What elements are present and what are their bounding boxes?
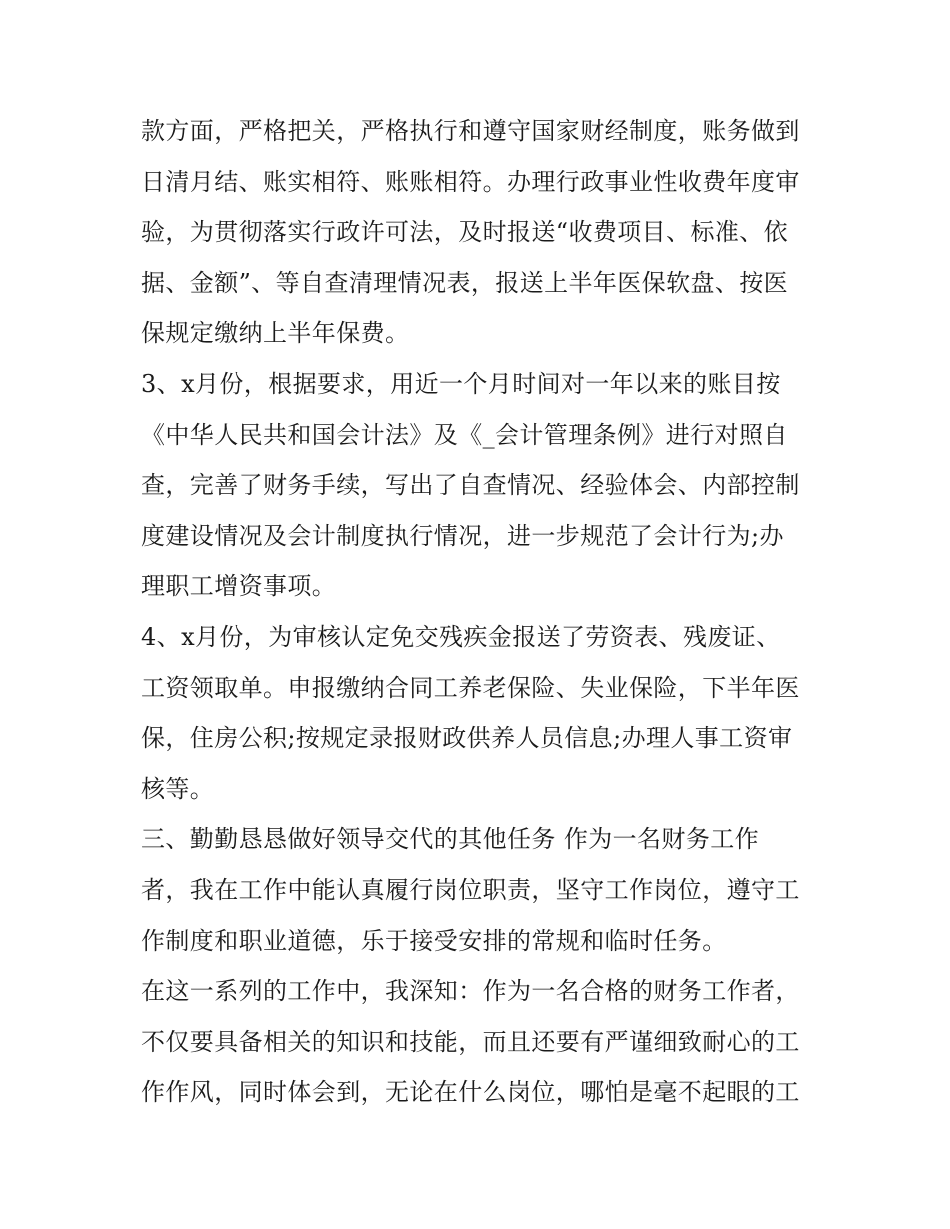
text-line: 查，完善了财务手续，写出了自查情况、经验体会、内部控制 [141, 471, 800, 500]
text-line: 《中华人民共和国会计法》及《_会计管理条例》进行对照自 [141, 420, 788, 449]
text-line: 保，住房公积;按规定录报财政供养人员信息;办理人事工资审 [141, 724, 793, 753]
text-line: 理职工增资事项。 [141, 572, 337, 601]
text-line: 工资领取单。申报缴纳合同工养老保险、失业保险，下半年医 [141, 673, 800, 702]
text-line: 4、x月份，为审核认定免交残疾金报送了劳资表、残废证、 [141, 622, 781, 651]
text-line: 度建设情况及会计制度执行情况，进一步规范了会计行为;办 [141, 521, 784, 550]
text-line: 验，为贯彻落实行政许可法，及时报送“收费项目、标准、依 [141, 218, 789, 247]
text-line: 3、x月份，根据要求，用近一个月时间对一年以来的账目按 [141, 369, 781, 398]
text-line: 日清月结、账实相符、账账相符。办理行政事业性收费年度审 [141, 167, 800, 196]
text-line: 不仅要具备相关的知识和技能，而且还要有严谨细致耐心的工 [141, 1027, 800, 1056]
text-line: 保规定缴纳上半年保费。 [141, 319, 410, 348]
text-line: 据、金额”、等自查清理情况表，报送上半年医保软盘、按医 [141, 268, 789, 297]
text-line: 者，我在工作中能认真履行岗位职责，坚守工作岗位，遵守工 [141, 875, 800, 904]
document-body [141, 106, 821, 1118]
text-line: 款方面，严格把关，严格执行和遵守国家财经制度，账务做到 [141, 117, 800, 145]
text-line: 核等。 [141, 774, 215, 803]
text-line: 作作风，同时体会到，无论在什么岗位，哪怕是毫不起眼的工 [141, 1078, 800, 1107]
text-line: 在这一系列的工作中，我深知：作为一名合格的财务工作者， [141, 977, 800, 1006]
text-line: 三、勤勤恳恳做好领导交代的其他任务 作为一名财务工作 [141, 825, 760, 854]
text-line: 作制度和职业道德，乐于接受安排的常规和临时任务。 [141, 926, 727, 955]
